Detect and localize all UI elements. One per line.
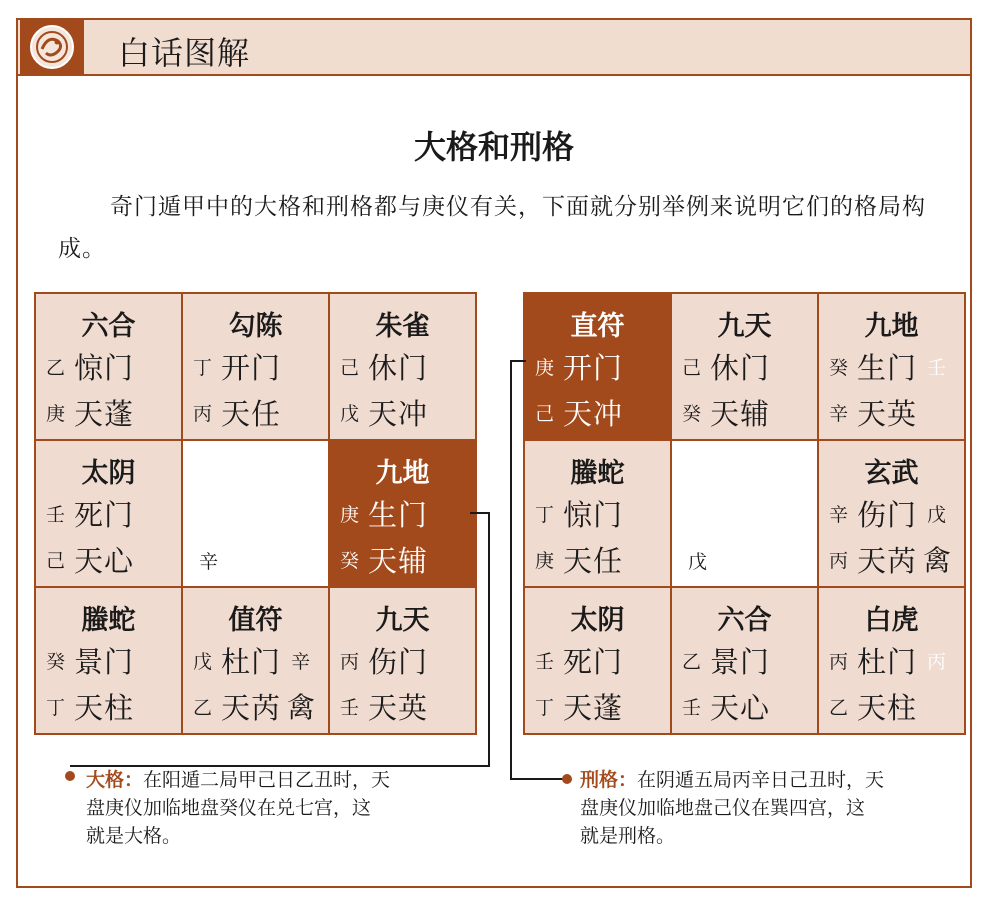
deity-label: 九地 — [375, 458, 430, 489]
logo-icon — [20, 19, 84, 75]
deity-label: 九天 — [375, 605, 430, 636]
door-label: 杜门 — [221, 644, 282, 679]
heaven-stem: 乙 — [46, 356, 66, 379]
earth-stem: 丙 — [193, 402, 213, 425]
palace-cell — [525, 441, 670, 586]
door-label: 休门 — [710, 350, 771, 385]
star-label: 天辅 — [368, 543, 429, 578]
palace-cell — [36, 294, 181, 439]
palace-cell — [819, 294, 964, 439]
star-label: 天英 — [857, 396, 918, 431]
connector-line — [510, 778, 566, 780]
palace-cell — [819, 588, 964, 733]
palace-cell — [819, 441, 964, 586]
star-label: 天蓬 — [563, 690, 624, 725]
intro-paragraph: 奇门遁甲中的大格和刑格都与庚仪有关，下面就分别举例来说明它们的格局构成。 — [58, 194, 926, 262]
side-stem: 戊 — [927, 503, 947, 526]
door-label: 景门 — [74, 644, 135, 679]
door-label: 惊门 — [563, 497, 624, 532]
star-label: 天柱 — [74, 690, 135, 725]
page-title: 大格和刑格 — [413, 128, 574, 166]
heaven-stem: 戊 — [193, 650, 213, 673]
deity-label: 螣蛇 — [81, 605, 136, 636]
heaven-stem: 壬 — [535, 650, 555, 673]
earth-stem: 癸 — [682, 402, 702, 425]
heaven-stem: 己 — [682, 356, 702, 379]
note-left — [86, 766, 486, 850]
earth-stem: 庚 — [46, 402, 66, 425]
earth-stem: 癸 — [340, 549, 360, 572]
star-label: 天英 — [368, 690, 429, 725]
deity-label: 勾陈 — [228, 311, 283, 342]
earth-stem: 乙 — [829, 696, 849, 719]
palace-cell — [672, 588, 817, 733]
note-text: 在阳遁二局甲己日乙丑时，天 — [143, 769, 391, 791]
palace-cell — [330, 294, 475, 439]
earth-stem: 辛 — [199, 551, 219, 573]
star-label: 天冲 — [563, 396, 624, 431]
heaven-stem: 庚 — [535, 356, 555, 379]
door-label: 休门 — [368, 350, 429, 385]
bullet-dot — [562, 774, 572, 784]
note-text: 就是刑格。 — [580, 825, 676, 847]
center-palace — [183, 441, 328, 586]
earth-stem: 庚 — [535, 549, 555, 572]
door-label: 生门 — [368, 497, 429, 532]
earth-stem: 壬 — [340, 696, 360, 719]
deity-label: 太阴 — [81, 458, 136, 489]
door-label: 惊门 — [74, 350, 135, 385]
palace-cell — [183, 294, 328, 439]
palace-cell — [183, 588, 328, 733]
connector-line — [470, 512, 490, 514]
deity-label: 螣蛇 — [570, 458, 625, 489]
note-text: 就是大格。 — [86, 825, 182, 847]
heaven-stem: 丁 — [535, 503, 555, 526]
star-label: 天柱 — [857, 690, 918, 725]
star-label: 天任 — [221, 396, 282, 431]
palace-cell — [525, 588, 670, 733]
header-title: 白话图解 — [118, 34, 251, 72]
door-label: 死门 — [74, 497, 135, 532]
earth-stem: 辛 — [829, 402, 849, 425]
note-text: 在阴遁五局丙辛日己丑时，天 — [637, 769, 885, 791]
star-extra: 禽 — [287, 691, 316, 724]
header-banner — [18, 20, 970, 76]
earth-stem: 壬 — [682, 696, 702, 719]
palace-cell — [330, 588, 475, 733]
door-label: 死门 — [563, 644, 624, 679]
palace-cell-highlight — [525, 294, 670, 439]
earth-stem: 乙 — [193, 696, 213, 719]
deity-label: 朱雀 — [375, 311, 430, 342]
door-label: 开门 — [563, 350, 624, 385]
star-extra: 禽 — [923, 544, 952, 577]
deity-label: 直符 — [570, 311, 625, 342]
heaven-stem: 己 — [340, 356, 360, 379]
earth-stem: 己 — [46, 549, 66, 572]
note-label: 大格： — [86, 769, 144, 791]
deity-label: 六合 — [717, 605, 772, 636]
deity-label: 六合 — [81, 311, 136, 342]
star-label: 天心 — [74, 543, 135, 578]
deity-label: 九天 — [717, 311, 772, 342]
star-label: 天蓬 — [74, 396, 135, 431]
door-label: 伤门 — [857, 497, 918, 532]
heaven-stem: 癸 — [829, 356, 849, 379]
earth-stem: 己 — [535, 402, 555, 425]
door-label: 景门 — [710, 644, 771, 679]
connector-line — [510, 360, 526, 362]
side-stem: 辛 — [291, 650, 311, 673]
right-palace-chart — [523, 292, 966, 735]
heaven-stem: 丙 — [829, 650, 849, 673]
heaven-stem: 辛 — [829, 503, 849, 526]
heaven-stem: 丁 — [193, 356, 213, 379]
door-label: 开门 — [221, 350, 282, 385]
deity-label: 白虎 — [864, 605, 919, 636]
deity-label: 九地 — [864, 311, 919, 342]
note-label: 刑格： — [580, 769, 638, 791]
door-label: 生门 — [857, 350, 918, 385]
deity-label: 玄武 — [864, 458, 919, 489]
side-stem: 丙 — [927, 650, 947, 673]
connector-line — [488, 512, 490, 766]
deity-label: 值符 — [228, 605, 283, 636]
palace-cell — [36, 441, 181, 586]
note-right — [580, 766, 970, 850]
star-label: 天任 — [563, 543, 624, 578]
connector-line — [510, 360, 512, 780]
star-label: 天冲 — [368, 396, 429, 431]
note-text: 盘庚仪加临地盘癸仪在兑七宫，这 — [86, 797, 372, 819]
earth-stem: 丁 — [535, 696, 555, 719]
star-label: 天芮 — [857, 543, 918, 578]
star-label: 天芮 — [221, 690, 282, 725]
star-label: 天心 — [710, 690, 771, 725]
heaven-stem: 乙 — [682, 650, 702, 673]
heaven-stem: 丙 — [340, 650, 360, 673]
left-palace-chart — [34, 292, 477, 735]
side-stem: 壬 — [927, 356, 947, 379]
earth-stem: 丁 — [46, 696, 66, 719]
heaven-stem: 癸 — [46, 650, 66, 673]
deity-label: 太阴 — [570, 605, 625, 636]
earth-stem: 戊 — [340, 402, 360, 425]
center-palace — [672, 441, 817, 586]
heaven-stem: 壬 — [46, 503, 66, 526]
earth-stem: 丙 — [829, 549, 849, 572]
bullet-dot — [65, 771, 75, 781]
door-label: 杜门 — [857, 644, 918, 679]
heaven-stem: 庚 — [340, 503, 360, 526]
palace-cell-highlight — [330, 441, 475, 586]
door-label: 伤门 — [368, 644, 429, 679]
earth-stem: 戊 — [688, 551, 708, 573]
star-label: 天辅 — [710, 396, 771, 431]
palace-cell — [36, 588, 181, 733]
note-text: 盘庚仪加临地盘己仪在巽四宫，这 — [580, 797, 866, 819]
palace-cell — [672, 294, 817, 439]
